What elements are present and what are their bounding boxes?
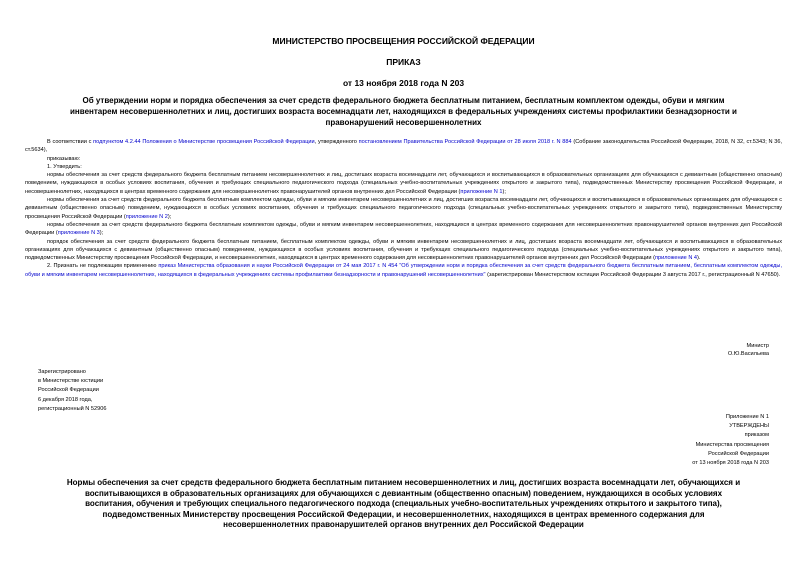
- paragraph-text: ).: [697, 255, 701, 262]
- appendix-2-link[interactable]: приложение N 2: [125, 213, 168, 220]
- registration-line: Зарегистрировано: [38, 369, 86, 375]
- registration-line: регистрационный N 52906: [38, 405, 107, 412]
- norms-title: Нормы обеспечения за счет средств федерального бюджета бесплатным питанием несовершеннолетних и лиц, достигших возраста восемнадцати лет, обучающихся и воспитывающихся в образовательных организациях для обучающихся с девиантным (общественно опасным) поведением, нуждающихся в особых условиях воспитания, обучения и требующих специального педагогического подхода (специальных учебно-воспитательных учреждениях открытого и закрытого типа), подведомственных Министерству просвещения Российской Федерации, и несовершеннолетних, находящихся в центрах временного содержания для несовершеннолетних правонарушителей органов внутренних дел Российской Федерации: [66, 478, 741, 530]
- paragraph-text: нормы обеспечения за счет средств федерального бюджета бесплатным комплектом одежды, обуви и мягким инвентарем несовершеннолетних, находящихся в центрах временного содержания для несовершеннолетних правонарушителей органов внутренних дел Российской Федерации (: [25, 221, 782, 237]
- appendix-header-block: [692, 413, 769, 468]
- orders-word: приказываю:: [47, 155, 81, 162]
- appendix-line: Министерства просвещения: [695, 441, 769, 448]
- registration-line: 6 декабря 2018 года,: [38, 396, 93, 403]
- paragraph-text: (зарегистрирован Министерством юстиции Российской Федерации 3 августа 2017 г., регистрационный N 47650).: [485, 271, 781, 278]
- signatory-role: Министр: [746, 343, 769, 349]
- paragraph-text: нормы обеспечения за счет средств федерального бюджета бесплатным питанием несовершеннолетних и лиц, достигших возраста восемнадцати лет, обучающихся и воспитывающихся в образовательных организациях для обучающихся с девиантным (общественно опасным) поведением, нуждающихся в особых условиях воспитания, обучения и требующих специального педагогического подхода (специальных учебно-воспитательных учреждениях открытого и закрытого типа), подведомственных Министерству просвещения Российской Федерации, и несовершеннолетних, находящихся в центрах временного содержания для несовершеннолетних правонарушителей органов внутренних дел Российской Федерации (: [25, 172, 782, 195]
- preamble-text: В соответствии с: [47, 139, 94, 145]
- appendix-line: от 13 ноября 2018 года N 203: [692, 460, 769, 467]
- paragraph-text: );: [167, 213, 172, 220]
- appendix-line: Приложение N 1: [725, 414, 769, 420]
- appendix-4-link[interactable]: приложение N 4: [654, 255, 698, 262]
- signatory-name: О.Ю.Васильева: [727, 351, 769, 358]
- registration-block: [38, 368, 106, 414]
- appendix-3-link[interactable]: приложение N 3: [57, 230, 100, 237]
- government-decree-link[interactable]: постановлением Правительства Российской Федерации от 28 июля 2018 г. N 884: [358, 139, 572, 145]
- paragraph-text: нормы обеспечения за счет средств федерального бюджета бесплатным комплектом одежды, обуви и мягким инвентарем несовершеннолетних и лиц, достигших возраста восемнадцати лет, обучающихся и воспитывающихся в образовательных организациях для обучающихся с девиантным (общественно опасным) поведением, нуждающихся в особых условиях воспитания, обучения и требующих специального педагогического подхода (специальных учебно-воспитательных учреждениях открытого и закрытого типа), подведомственных Министерству просвещения Российской Федерации (: [25, 197, 782, 220]
- order-title: Об утверждении норм и порядка обеспечения за счет средств федерального бюджета бесплатным питанием, бесплатным комплектом одежды, обуви и мягким инвентарем несовершеннолетних и лиц, достигших возраста восемнадцати лет, находящихся в федеральных учреждениях системы профилактики безнадзорности и правонарушений несовершеннолетних: [70, 96, 737, 127]
- item-1-paragraph-2: [25, 196, 782, 221]
- order-date-number: от 13 ноября 2018 года N 203: [342, 78, 465, 88]
- appendix-1-link[interactable]: приложение N 1: [460, 188, 503, 195]
- order-body: [25, 138, 782, 279]
- paragraph-text: );: [99, 230, 104, 237]
- paragraph-text: порядок обеспечения за счет средств федерального бюджета бесплатным питанием, бесплатным комплектом одежды, обуви и мягким инвентарем несовершеннолетних и лиц, достигших возраста восемнадцати лет, обучающихся и воспитывающихся в образовательных организациях для обучающихся с девиантным (общественно опасным) поведением, нуждающихся в особых условиях воспитания, обучения и требующих специального педагогического подхода (специальных учебно-воспитательных учреждениях открытого и закрытого типа), подведомственных Министерству просвещения Российской Федерации, и несовершеннолетних, находящихся в центрах временного содержания для несовершеннолетних правонарушителей органов внутренних дел Российской Федерации (: [25, 238, 782, 262]
- signature-block: [728, 342, 769, 359]
- registration-line: Российской Федерации: [38, 387, 99, 394]
- paragraph-text: 2. Признать не подлежащим применению: [47, 263, 159, 270]
- item-1-paragraph-1: [25, 171, 782, 196]
- appendix-line: приказом: [744, 432, 769, 439]
- regulation-link[interactable]: подпунктом 4.2.44 Положения о Министерстве просвещения Российской Федерации: [93, 139, 315, 145]
- preamble-text: (Собрание законодательства Российской Федерации, 2018, N 32, ст.5343; N 36, ст.5634),: [25, 139, 783, 154]
- ministry-heading: МИНИСТЕРСТВО ПРОСВЕЩЕНИЯ РОССИЙСКОЙ ФЕДЕРАЦИИ: [272, 36, 535, 46]
- preamble-text: , утвержденного: [314, 139, 359, 145]
- item-1-label: 1. Утвердить:: [47, 163, 82, 170]
- preamble: [25, 138, 782, 155]
- item-1-paragraph-3: [25, 221, 782, 238]
- item-2-paragraph: [25, 262, 782, 279]
- item-1-paragraph-4: [25, 238, 782, 263]
- appendix-line: Российской Федерации: [708, 450, 769, 457]
- registration-line: в Министерстве юстиции: [38, 378, 104, 385]
- repealed-order-link[interactable]: приказ Министерства образования и науки Российской Федерации от 24 мая 2017 г. N 454 "Об утверждении норм и порядка обеспечения за счет средств федерального бюджета бесплатным питанием, бесплатным комплектом одежды, обуви и мягким инвентарем несовершеннолетних, находящихся в федеральных учреждениях системы профилактики безнадзорности и правонарушений несовершеннолетних": [25, 263, 782, 278]
- paragraph-text: );: [502, 188, 506, 195]
- appendix-line: УТВЕРЖДЕНЫ: [729, 423, 769, 430]
- document-type: ПРИКАЗ: [386, 57, 421, 67]
